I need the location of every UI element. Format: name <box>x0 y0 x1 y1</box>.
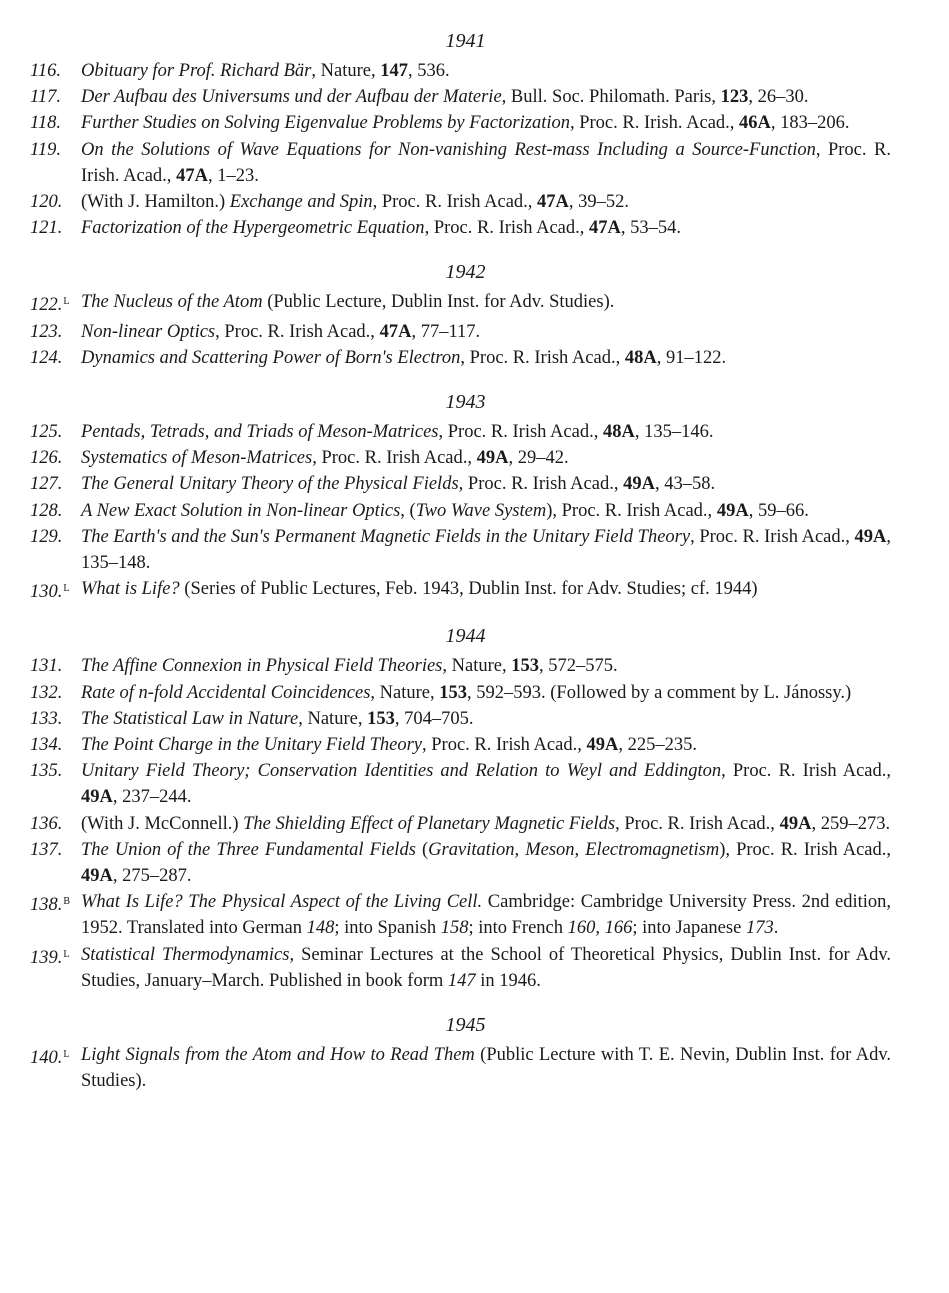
citation-text: . <box>773 918 779 939</box>
entry-citation <box>81 419 891 445</box>
citation-text: , Proc. R. Irish Acad., <box>458 474 624 495</box>
entry-number: 133. <box>30 708 63 729</box>
bibliography-entry <box>30 732 891 758</box>
entry-number: 127. <box>30 474 63 495</box>
entry-citation <box>81 524 891 576</box>
entry-citation <box>81 189 891 215</box>
citation-title: Der Aufbau des Universums und der Aufbau der Materie <box>81 87 502 108</box>
bibliography-entry <box>30 345 891 371</box>
citation-text: , 77–117. <box>411 321 481 342</box>
bibliography-entry <box>30 289 891 318</box>
citation-volume: 47A <box>379 321 412 342</box>
citation-text: ), Proc. R. Irish Acad., <box>546 500 717 521</box>
bibliography-entry <box>30 471 891 497</box>
bibliography-entry <box>30 576 891 605</box>
year-section <box>30 389 891 605</box>
citation-text: (With J. Hamilton.) <box>81 192 230 213</box>
entry-citation <box>81 58 891 84</box>
citation-text: ), Proc. R. Irish Acad., <box>719 839 892 860</box>
citation-title: Two Wave System <box>415 500 547 521</box>
citation-title: Factorization of the Hypergeometric Equation <box>81 218 425 239</box>
citation-text: , 275–287. <box>112 866 192 887</box>
citation-volume: 46A <box>739 113 771 134</box>
citation-volume: 49A <box>81 787 113 808</box>
entry-citation <box>81 732 891 758</box>
entry-citation <box>81 680 891 706</box>
citation-text: , 59–66. <box>748 500 809 521</box>
entry-citation <box>81 110 891 136</box>
citation-text: , Proc. R. Irish Acad., <box>422 735 587 756</box>
bibliography-entry <box>30 758 891 810</box>
bibliography-entry <box>30 319 891 345</box>
citation-title: Gravitation, Meson, Electromagnetism <box>428 839 720 860</box>
entry-number: 137. <box>30 839 63 860</box>
entry-citation <box>81 1042 891 1094</box>
citation-volume: 123 <box>720 87 749 108</box>
entry-number: 134. <box>30 735 63 756</box>
citation-title: 148 <box>306 918 335 939</box>
entry-citation <box>81 319 891 345</box>
citation-text: , 592–593. (Followed by a comment by L. Jánossy.) <box>467 682 852 703</box>
citation-volume: 153 <box>439 682 468 703</box>
bibliography-entry <box>30 137 891 189</box>
entry-number: 140.$^L$ <box>30 1048 70 1069</box>
entry-type-marker: L <box>63 948 70 960</box>
citation-text: , 29–42. <box>508 448 569 469</box>
entry-number: 122.$^L$ <box>30 295 70 316</box>
year-section <box>30 259 891 371</box>
bibliography-entry <box>30 837 891 889</box>
citation-text: , Nature, <box>298 708 368 729</box>
entry-number: 116. <box>30 61 62 81</box>
bibliography-entry <box>30 680 891 706</box>
citation-title: 147 <box>447 970 476 991</box>
entry-type-marker: L <box>63 296 70 308</box>
citation-title: The Affine Connexion in Physical Field Theories <box>81 656 443 677</box>
citation-text: , Bull. Soc. Philomath. Paris, <box>501 87 721 108</box>
citation-text: , 225–235. <box>618 735 697 756</box>
entry-citation <box>81 837 891 889</box>
citation-volume: 47A <box>176 165 208 186</box>
bibliography-entry <box>30 889 891 941</box>
entry-citation <box>81 706 891 732</box>
year-section <box>30 28 891 241</box>
citation-text: ; into French <box>468 918 568 939</box>
entry-citation <box>81 445 891 471</box>
citation-text: , ( <box>400 500 416 521</box>
year-heading: 1944 <box>445 625 486 648</box>
citation-title: Light Signals from the Atom and How to Read Them <box>81 1045 475 1066</box>
citation-text: , Nature, <box>311 61 381 81</box>
citation-text: , 1–23. <box>207 165 259 186</box>
citation-volume: 49A <box>854 526 887 547</box>
citation-text: , Proc. R. Irish Acad., <box>424 218 589 239</box>
entry-type-marker: L <box>63 583 70 595</box>
citation-text: (Public Lecture, Dublin Inst. for Adv. Studies). <box>262 292 615 313</box>
bibliography-entry <box>30 189 891 215</box>
citation-text: , Proc. R. Irish Acad., <box>372 192 538 213</box>
citation-volume: 49A <box>586 735 619 756</box>
citation-text: ; into Spanish <box>334 918 441 939</box>
citation-title: Further Studies on Solving Eigenvalue Problems by Factorization <box>81 113 570 134</box>
citation-title: Dynamics and Scattering Power of Born's Electron <box>81 347 461 368</box>
citation-text: , 53–54. <box>620 218 681 239</box>
citation-text: , 91–122. <box>656 347 727 368</box>
citation-title: Non-linear Optics <box>81 321 216 342</box>
citation-title: Exchange and Spin <box>229 192 373 213</box>
entry-citation <box>81 576 891 605</box>
citation-text: Cambridge: Cambridge University Press. 2nd edition, 1952. Translated into German <box>81 892 891 939</box>
bibliography-entry <box>30 215 891 241</box>
citation-volume: 49A <box>716 500 749 521</box>
year-section <box>30 1012 891 1094</box>
entry-number: 138.$^B$ <box>30 895 71 916</box>
entry-number: 124. <box>30 347 63 368</box>
citation-text: , Proc. R. Irish Acad., <box>721 761 891 782</box>
bibliography-entry <box>30 1042 891 1094</box>
citation-title: What Is Life? The Physical Aspect of the Living Cell. <box>81 892 483 913</box>
entry-number: 120. <box>30 192 63 213</box>
entry-citation <box>81 137 891 189</box>
entry-number: 118. <box>30 113 62 134</box>
citation-title: The Nucleus of the Atom <box>81 292 263 313</box>
citation-title: The Union of the Three Fundamental Fields <box>81 839 416 860</box>
citation-text: , Proc. R. Irish Acad., <box>460 347 625 368</box>
citation-title: What is Life? <box>81 579 180 600</box>
entry-type-marker: B <box>63 896 71 908</box>
bibliography-entry <box>30 110 891 136</box>
citation-volume: 47A <box>537 192 569 213</box>
citation-text: (With J. McConnell.) <box>81 813 244 834</box>
citation-text: , 536. <box>407 61 450 81</box>
citation-text: , 259–273. <box>811 813 891 834</box>
bibliography-entry <box>30 942 891 994</box>
citation-volume: 49A <box>476 448 509 469</box>
citation-title: Statistical Thermodynamics <box>81 944 290 965</box>
citation-volume: 48A <box>602 422 635 443</box>
citation-title: On the Solutions of Wave Equations for Non-vanishing Rest-mass Including a Source-Function <box>81 139 816 160</box>
citation-volume: 47A <box>589 218 621 239</box>
entry-number: 123. <box>30 321 63 342</box>
entry-citation <box>81 942 891 994</box>
year-heading: 1942 <box>445 261 486 284</box>
citation-text: , Nature, <box>442 656 512 677</box>
citation-text: , Proc. R. Irish Acad., <box>438 422 603 443</box>
citation-volume: 49A <box>623 474 655 495</box>
citation-text: , 183–206. <box>770 113 850 134</box>
citation-text: , 39–52. <box>568 192 630 213</box>
year-heading: 1945 <box>445 1014 486 1037</box>
year-section <box>30 623 891 994</box>
entry-number: 135. <box>30 761 63 782</box>
entry-citation <box>81 653 891 679</box>
citation-text: , Proc. R. Irish. Acad., <box>81 139 891 186</box>
citation-title: Unitary Field Theory; Conservation Identities and Relation to Weyl and Eddington <box>81 761 722 782</box>
citation-text: in 1946. <box>475 970 541 991</box>
entry-number: 121. <box>30 218 63 239</box>
bibliography-entry <box>30 498 891 524</box>
entry-citation <box>81 471 891 497</box>
citation-text: , 135–148. <box>81 526 892 574</box>
citation-title: A New Exact Solution in Non-linear Optics <box>81 500 401 521</box>
entry-citation <box>81 498 891 524</box>
entry-number: 125. <box>30 422 63 443</box>
year-heading: 1943 <box>445 391 486 414</box>
citation-text: , 572–575. <box>538 656 618 677</box>
citation-title: Obituary for Prof. Richard Bär <box>81 61 312 81</box>
entry-citation <box>81 345 891 371</box>
entry-citation <box>81 215 891 241</box>
citation-text: , 43–58. <box>654 474 716 495</box>
entry-citation <box>81 758 891 810</box>
citation-title: Rate of n-fold Accidental Coincidences <box>81 682 371 703</box>
citation-text: , 135–146. <box>634 422 714 443</box>
bibliography-entry <box>30 445 891 471</box>
citation-title: 173 <box>745 918 774 939</box>
citation-title: The Statistical Law in Nature <box>81 708 299 729</box>
citation-text: , Proc. R. Irish Acad., <box>215 321 380 342</box>
bibliography-entry <box>30 84 891 110</box>
entry-number: 129. <box>30 526 63 547</box>
citation-text: , Nature, <box>370 682 440 703</box>
citation-text: , Proc. R. Irish Acad., <box>312 448 477 469</box>
citation-text: (Public Lecture with T. E. Nevin, Dublin Inst. for Adv. Studies). <box>81 1045 891 1092</box>
citation-text: , Proc. R. Irish. Acad., <box>569 113 740 134</box>
bibliography-entry <box>30 811 891 837</box>
citation-volume: 49A <box>779 813 812 834</box>
citation-text: , Seminar Lectures at the School of Theoretical Physics, Dublin Inst. for Adv. Studies, January–March. Published in book form <box>81 944 891 991</box>
citation-volume: 49A <box>81 866 113 887</box>
citation-title: Systematics of Meson-Matrices <box>81 448 313 469</box>
bibliography-entry <box>30 653 891 679</box>
entry-number: 132. <box>30 682 63 703</box>
bibliography-entry <box>30 419 891 445</box>
bibliography-entry <box>30 524 891 576</box>
citation-text: , 704–705. <box>394 708 474 729</box>
citation-title: 158 <box>440 918 469 939</box>
entry-number: 128. <box>30 500 63 521</box>
citation-text: , 26–30. <box>748 87 809 108</box>
citation-volume: 48A <box>624 347 657 368</box>
entry-citation <box>81 289 891 318</box>
entry-number: 139.$^L$ <box>30 947 70 968</box>
citation-text: , Proc. R. Irish Acad., <box>690 526 855 547</box>
citation-text: , 237–244. <box>112 787 192 808</box>
citation-title: The Point Charge in the Unitary Field Theory <box>81 735 423 756</box>
citation-volume: 153 <box>367 708 395 729</box>
entry-type-marker: L <box>63 1049 70 1061</box>
entry-number: 130.$^L$ <box>30 582 70 603</box>
bibliography-entry <box>30 706 891 732</box>
entry-number: 119. <box>30 139 62 160</box>
citation-text: ( <box>415 839 429 860</box>
citation-text: (Series of Public Lectures, Feb. 1943, Dublin Inst. for Adv. Studies; cf. 1944) <box>179 579 758 600</box>
citation-title: 160, 166 <box>567 918 633 939</box>
citation-title: The General Unitary Theory of the Physical Fields <box>81 474 459 495</box>
citation-volume: 147 <box>380 61 408 81</box>
citation-title: The Earth's and the Sun's Permanent Magnetic Fields in the Unitary Field Theory <box>81 526 691 547</box>
citation-volume: 153 <box>511 656 539 677</box>
entry-citation <box>81 811 891 837</box>
citation-title: The Shielding Effect of Planetary Magnetic Fields <box>243 813 616 834</box>
year-heading: 1941 <box>445 30 486 52</box>
entry-number: 131. <box>30 656 63 677</box>
entry-number: 136. <box>30 813 63 834</box>
entry-citation <box>81 84 891 110</box>
citation-title: Pentads, Tetrads, and Triads of Meson-Matrices <box>81 422 439 443</box>
entry-citation <box>81 889 891 941</box>
entry-number: 126. <box>30 448 63 469</box>
entry-number: 117. <box>30 87 62 108</box>
citation-text: ; into Japanese <box>632 918 746 939</box>
citation-text: , Proc. R. Irish Acad., <box>615 813 780 834</box>
bibliography-entry <box>30 58 891 84</box>
